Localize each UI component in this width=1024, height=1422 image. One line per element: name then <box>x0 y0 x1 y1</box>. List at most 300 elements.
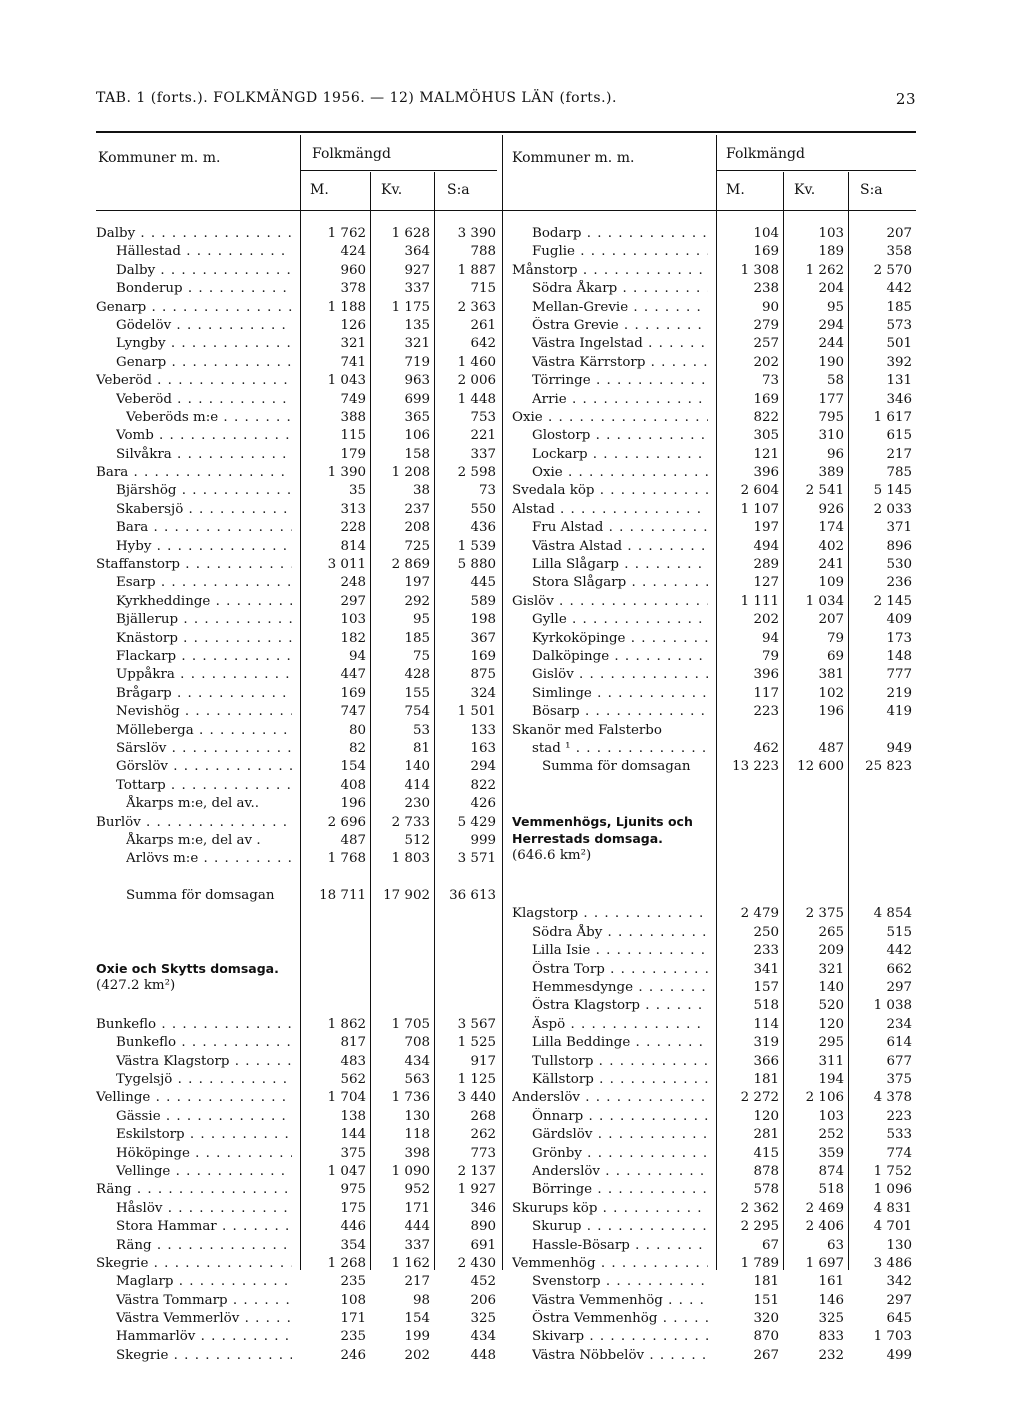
municipality-name: Knästorp . . . <box>116 630 292 648</box>
sa-value: 4 831 <box>873 1200 912 1216</box>
sa-value: 715 <box>470 281 496 297</box>
table-row <box>0 1145 1024 1163</box>
kv-value: 241 <box>818 557 844 573</box>
municipality-name: Önnarp . . . <box>532 1108 708 1126</box>
sa-value: 1 501 <box>457 704 496 720</box>
sa-value: 788 <box>470 244 496 260</box>
sa-value: 219 <box>886 685 912 701</box>
municipality-name: Södra Åkarp . . . <box>532 280 708 298</box>
kv-value: 209 <box>818 943 844 959</box>
kv-value: 232 <box>818 1347 844 1363</box>
section-heading-area: (646.6 km²) <box>512 847 592 863</box>
municipality-name: Hemmesdynge . . . <box>532 979 708 997</box>
municipality-name: Bösarp . . . <box>532 703 708 721</box>
municipality-name: Skegrie . . . <box>116 1347 292 1365</box>
municipality-name: Görslöv . . . <box>116 758 292 776</box>
municipality-name: Svedala köp . . . <box>512 482 708 500</box>
sa-value: 890 <box>470 1219 496 1235</box>
sa-value: 234 <box>886 1016 912 1032</box>
kv-value: 518 <box>818 1182 844 1198</box>
municipality-name: Dalköpinge . . . <box>532 648 708 666</box>
table-row <box>0 795 1024 813</box>
header-bottom-rule <box>96 210 916 211</box>
table-row <box>0 703 1024 721</box>
municipality-name: Oxie . . . <box>532 464 708 482</box>
kv-value: 874 <box>818 1163 844 1179</box>
municipality-name: Fru Alstad . . . <box>532 519 708 537</box>
municipality-name: Gödelöv . . . <box>116 317 292 335</box>
m-value: 82 <box>348 740 366 756</box>
kv-value: 154 <box>404 1311 430 1327</box>
municipality-name: Maglarp . . . <box>116 1273 292 1291</box>
sa-value: 206 <box>470 1292 496 1308</box>
kv-value: 1 803 <box>391 851 430 867</box>
municipality-name: Bjärshög . . . <box>116 482 292 500</box>
m-value: 1 762 <box>327 226 366 241</box>
table-row <box>0 225 1024 243</box>
sa-value: 346 <box>470 1200 496 1216</box>
sa-value: 442 <box>886 281 912 297</box>
municipality-name: Kyrkheddinge . . . <box>116 593 292 611</box>
m-value: 3 011 <box>327 557 366 573</box>
municipality-name: Bjällerup . . . <box>116 611 292 629</box>
m-value: 228 <box>340 520 366 536</box>
sa-value: 691 <box>470 1237 496 1253</box>
kv-value: 189 <box>818 244 844 260</box>
m-value: 747 <box>340 704 366 720</box>
sa-value: 2 006 <box>457 373 496 389</box>
sa-value: 173 <box>886 630 912 646</box>
table-row <box>0 280 1024 298</box>
kv-value: 140 <box>818 980 844 996</box>
municipality-name: Gärdslöv . . . <box>532 1126 708 1144</box>
municipality-name: Stora Hammar . . . <box>116 1218 292 1236</box>
sa-value: 346 <box>886 391 912 407</box>
m-value: 487 <box>340 832 366 848</box>
kv-value: 199 <box>404 1329 430 1345</box>
kv-value: 1 162 <box>391 1255 430 1271</box>
table-row <box>0 1273 1024 1291</box>
m-value: 817 <box>340 1035 366 1051</box>
sa-value: 217 <box>886 446 912 462</box>
municipality-name: Glostorp . . . <box>532 427 708 445</box>
table-row <box>0 1328 1024 1346</box>
kv-value: 1 034 <box>805 593 844 609</box>
municipality-name: Oxie . . . <box>512 409 708 427</box>
sa-value: 169 <box>470 648 496 664</box>
kv-value: 202 <box>404 1347 430 1363</box>
kv-value: 177 <box>818 391 844 407</box>
m-value: 104 <box>753 226 779 241</box>
sa-header-right: S:a <box>860 182 883 198</box>
m-value: 235 <box>340 1274 366 1290</box>
m-value: 238 <box>753 281 779 297</box>
municipality-name: Kyrkoköpinge . . . <box>532 630 708 648</box>
sa-value: 392 <box>886 354 912 370</box>
sa-value: 677 <box>886 1053 912 1069</box>
municipality-name: Vemmenhög . . . <box>512 1255 708 1273</box>
kv-value: 321 <box>404 336 430 352</box>
municipality-name: Västra Vemmenhög . . . <box>532 1292 708 1310</box>
municipality-name: Åkarps m:e, del av.. <box>126 796 260 812</box>
sa-value: 236 <box>886 575 912 591</box>
m-value: 197 <box>753 520 779 536</box>
municipality-name: Östra Klagstorp . . . <box>532 997 708 1015</box>
municipality-name: Esarp . . . <box>116 574 292 592</box>
sa-value: 550 <box>470 501 496 517</box>
municipality-name: Dalby . . . <box>96 225 292 243</box>
sa-value: 777 <box>886 667 912 683</box>
kv-value: 207 <box>818 612 844 628</box>
sa-value: 452 <box>470 1274 496 1290</box>
m-value: 151 <box>753 1292 779 1308</box>
sa-value: 5 429 <box>457 814 496 830</box>
kv-value: 204 <box>818 281 844 297</box>
page-number: 23 <box>895 90 916 108</box>
kv-value: 292 <box>404 593 430 609</box>
municipality-name: Eskilstorp . . . <box>116 1126 292 1144</box>
municipality-name: Skivarp . . . <box>532 1328 708 1346</box>
sa-value: 614 <box>886 1035 912 1051</box>
kv-value: 174 <box>818 520 844 536</box>
m-value: 2 295 <box>740 1219 779 1235</box>
kv-value: 95 <box>412 612 430 628</box>
municipality-name: Tottarp . . . <box>116 777 292 795</box>
municipality-name: Tullstorp . . . <box>532 1053 708 1071</box>
municipality-name: Lyngby . . . <box>116 335 292 353</box>
m-header-right: M. <box>726 182 745 198</box>
kv-value: 381 <box>818 667 844 683</box>
m-value: 494 <box>753 538 779 554</box>
table-row <box>0 593 1024 611</box>
sa-value: 3 440 <box>457 1090 496 1106</box>
sa-value: 2 430 <box>457 1255 496 1271</box>
m-value: 319 <box>753 1035 779 1051</box>
sa-value: 2 137 <box>457 1163 496 1179</box>
municipality-name: Bunkeflo . . . <box>116 1034 292 1052</box>
municipality-name: Östra Grevie . . . <box>532 317 708 335</box>
sa-value: 1 927 <box>457 1182 496 1198</box>
municipality-name: Uppåkra . . . <box>116 666 292 684</box>
municipality-name: Särslöv . . . <box>116 740 292 758</box>
m-value: 169 <box>753 391 779 407</box>
sa-value: 133 <box>470 722 496 738</box>
sa-value: 2 598 <box>457 465 496 481</box>
folkmangd-header-right: Folkmängd <box>726 146 805 162</box>
m-value: 223 <box>753 704 779 720</box>
sa-value: 753 <box>470 409 496 425</box>
m-value: 396 <box>753 667 779 683</box>
kv-value: 754 <box>404 704 430 720</box>
municipality-name: Mölleberga . . . <box>116 722 292 740</box>
municipality-name: Hassle-Bösarp . . . <box>532 1237 708 1255</box>
municipality-name: Lilla Beddinge . . . <box>532 1034 708 1052</box>
m-value: 1 107 <box>740 501 779 517</box>
m-value: 366 <box>753 1053 779 1069</box>
kv-value: 135 <box>404 317 430 333</box>
sa-value: 324 <box>470 685 496 701</box>
m-value: 169 <box>753 244 779 260</box>
m-value: 822 <box>753 409 779 425</box>
m-value: 1 047 <box>327 1163 366 1179</box>
sa-value: 774 <box>886 1145 912 1161</box>
m-value: 2 604 <box>740 483 779 499</box>
m-value: 1 111 <box>740 593 779 609</box>
m-value: 415 <box>753 1145 779 1161</box>
sa-value: 2 145 <box>873 593 912 609</box>
municipality-name: Staffanstorp . . . <box>96 556 292 574</box>
header-sub-rule-right <box>716 170 916 171</box>
kv-value: 520 <box>818 998 844 1014</box>
m-value: 2 696 <box>327 814 366 830</box>
sa-value: 4 378 <box>873 1090 912 1106</box>
kv-value: 398 <box>404 1145 430 1161</box>
table-row <box>0 1237 1024 1255</box>
m-value: 1 704 <box>327 1090 366 1106</box>
municipality-name: Arrie . . . <box>532 391 708 409</box>
municipality-name: Månstorp . . . <box>512 262 708 280</box>
kv-value: 95 <box>826 299 844 315</box>
m-value: 246 <box>340 1347 366 1363</box>
m-value: 562 <box>340 1071 366 1087</box>
m-value: 446 <box>340 1219 366 1235</box>
kv-value: 103 <box>818 226 844 241</box>
municipality-name: Västra Tommarp . . . <box>116 1292 292 1310</box>
municipality-name: Vellinge . . . <box>96 1089 292 1107</box>
kv-value: 237 <box>404 501 430 517</box>
sa-value: 3 390 <box>457 226 496 241</box>
kv-value: 699 <box>404 391 430 407</box>
sa-value: 148 <box>886 648 912 664</box>
municipality-name: Arlövs m:e . . . <box>126 850 292 868</box>
table-row <box>0 464 1024 482</box>
sa-value: 3 571 <box>457 851 496 867</box>
m-value: 94 <box>348 648 366 664</box>
sa-value: 442 <box>886 943 912 959</box>
page-title: TAB. 1 (forts.). FOLKMÄNGD 1956. — 12) MALMÖHUS LÄN (forts.). <box>96 90 617 106</box>
m-value: 157 <box>753 980 779 996</box>
sa-value: 445 <box>470 575 496 591</box>
municipality-name: Tygelsjö . . . <box>116 1071 292 1089</box>
section-heading-title: Oxie och Skytts domsaga. <box>96 960 279 976</box>
sa-value: 409 <box>886 612 912 628</box>
m-value: 388 <box>340 409 366 425</box>
m-value: 749 <box>340 391 366 407</box>
kv-value: 265 <box>818 924 844 940</box>
kv-value: 109 <box>818 575 844 591</box>
kv-value: 708 <box>404 1035 430 1051</box>
kv-value: 295 <box>818 1035 844 1051</box>
table-row <box>0 869 1024 887</box>
kv-value: 365 <box>404 409 430 425</box>
sa-value: 297 <box>886 980 912 996</box>
sa-value: 1 448 <box>457 391 496 407</box>
m-value: 179 <box>340 446 366 462</box>
kv-header-right: Kv. <box>794 182 816 198</box>
kv-value: 310 <box>818 428 844 444</box>
municipality-name: Gylle . . . <box>532 611 708 629</box>
kv-value: 444 <box>404 1219 430 1235</box>
table-row <box>0 1163 1024 1181</box>
kv-value: 337 <box>404 1237 430 1253</box>
m-value: 233 <box>753 943 779 959</box>
sa-value: 325 <box>470 1311 496 1327</box>
m-value: 960 <box>340 262 366 278</box>
table-row <box>0 1200 1024 1218</box>
table-row <box>0 905 1024 923</box>
table-row <box>0 335 1024 353</box>
table-row <box>0 519 1024 537</box>
municipality-name: Summa för domsagan <box>126 888 275 904</box>
kv-value: 146 <box>818 1292 844 1308</box>
table-row <box>0 887 1024 905</box>
m-value: 171 <box>340 1311 366 1327</box>
table-row <box>0 630 1024 648</box>
kv-value: 389 <box>818 465 844 481</box>
m-value: 120 <box>753 1108 779 1124</box>
kv-value: 155 <box>404 685 430 701</box>
municipality-name: Östra Torp . . . <box>532 961 708 979</box>
kv-value: 63 <box>826 1237 844 1253</box>
municipality-name: Gislöv . . . <box>512 593 708 611</box>
sa-value: 949 <box>886 740 912 756</box>
kv-value: 434 <box>404 1053 430 1069</box>
municipality-name: Börringe . . . <box>532 1181 708 1199</box>
kv-value: 171 <box>404 1200 430 1216</box>
section-heading-area: (427.2 km²) <box>96 977 176 993</box>
sa-value: 875 <box>470 667 496 683</box>
kv-value: 725 <box>404 538 430 554</box>
sa-value: 297 <box>886 1292 912 1308</box>
kv-value: 2 733 <box>391 814 430 830</box>
table-row <box>0 722 1024 740</box>
municipality-name: Burlöv . . . <box>96 814 292 832</box>
table-row <box>0 556 1024 574</box>
m-value: 181 <box>753 1274 779 1290</box>
sa-value: 642 <box>470 336 496 352</box>
kv-value: 58 <box>826 373 844 389</box>
sa-value: 5 880 <box>457 557 496 573</box>
kv-value: 402 <box>818 538 844 554</box>
sa-value: 3 567 <box>457 1016 496 1032</box>
municipality-name: Räng . . . <box>96 1181 292 1199</box>
sa-value: 573 <box>886 317 912 333</box>
kv-value: 244 <box>818 336 844 352</box>
m-value: 181 <box>753 1071 779 1087</box>
m-value: 354 <box>340 1237 366 1253</box>
kv-value: 337 <box>404 281 430 297</box>
kv-value: 69 <box>826 648 844 664</box>
sa-value: 261 <box>470 317 496 333</box>
sa-value: 1 525 <box>457 1035 496 1051</box>
table-row <box>0 538 1024 556</box>
kv-value: 1 175 <box>391 299 430 315</box>
sa-value: 999 <box>470 832 496 848</box>
municipality-name: Västra Kärrstorp . . . <box>532 354 708 372</box>
m-value: 79 <box>761 648 779 664</box>
kv-value: 952 <box>404 1182 430 1198</box>
sa-value: 1 539 <box>457 538 496 554</box>
municipality-name: Äspö . . . <box>532 1016 708 1034</box>
sa-value: 434 <box>470 1329 496 1345</box>
m-value: 257 <box>753 336 779 352</box>
table-row <box>0 1034 1024 1052</box>
municipality-name: Hyby . . . <box>116 538 292 556</box>
m-value: 518 <box>753 998 779 1014</box>
sa-value: 1 096 <box>873 1182 912 1198</box>
kv-value: 185 <box>404 630 430 646</box>
m-value: 2 362 <box>740 1200 779 1216</box>
sa-value: 131 <box>886 373 912 389</box>
table-row <box>0 997 1024 1015</box>
municipality-name: Genarp . . . <box>116 354 292 372</box>
table-row <box>0 262 1024 280</box>
kv-value: 1 262 <box>805 262 844 278</box>
table-row <box>0 317 1024 335</box>
m-value: 1 390 <box>327 465 366 481</box>
sa-value: 3 486 <box>873 1255 912 1271</box>
table-row <box>0 1108 1024 1126</box>
table-row <box>0 814 1024 869</box>
m-value: 447 <box>340 667 366 683</box>
sa-value: 36 613 <box>449 888 496 904</box>
sa-value: 785 <box>886 465 912 481</box>
municipality-name: Håslöv . . . <box>116 1200 292 1218</box>
table-row <box>0 648 1024 666</box>
sa-value: 1 703 <box>873 1329 912 1345</box>
kv-value: 2 869 <box>391 557 430 573</box>
municipality-name: Nevishög . . . <box>116 703 292 721</box>
m-value: 103 <box>340 612 366 628</box>
municipality-name: Alstad . . . <box>512 501 708 519</box>
m-value: 341 <box>753 961 779 977</box>
right-table-body <box>0 225 1024 1365</box>
municipality-name: Törringe . . . <box>532 372 708 390</box>
sa-value: 515 <box>886 924 912 940</box>
table-row <box>0 574 1024 592</box>
municipality-name: Anderslöv . . . <box>512 1089 708 1107</box>
sa-value: 917 <box>470 1053 496 1069</box>
table-row <box>0 1218 1024 1236</box>
kv-value: 106 <box>404 428 430 444</box>
sa-value: 268 <box>470 1108 496 1124</box>
kv-value: 1 090 <box>391 1163 430 1179</box>
folkmangd-header-left: Folkmängd <box>312 146 391 162</box>
sa-value: 163 <box>470 740 496 756</box>
sa-value: 1 752 <box>873 1163 912 1179</box>
sa-value: 223 <box>886 1108 912 1124</box>
m-value: 1 789 <box>740 1255 779 1271</box>
municipality-name: Bara . . . <box>96 464 292 482</box>
sa-value: 499 <box>886 1347 912 1363</box>
kv-value: 38 <box>412 483 430 499</box>
municipality-name: Hällestad . . . <box>116 243 292 261</box>
municipality-name: Källstorp . . . <box>532 1071 708 1089</box>
m-value: 121 <box>753 446 779 462</box>
m-value: 1 043 <box>327 373 366 389</box>
kv-value: 118 <box>404 1127 430 1143</box>
kv-value: 325 <box>818 1311 844 1327</box>
m-value: 13 223 <box>732 759 779 775</box>
m-value: 108 <box>340 1292 366 1308</box>
table-row <box>0 391 1024 409</box>
municipality-name: Lilla Slågarp . . . <box>532 556 708 574</box>
sa-value: 1 887 <box>457 262 496 278</box>
municipality-name: Södra Åby . . . <box>532 924 708 942</box>
municipality-name: Fuglie . . . <box>532 243 708 261</box>
kv-value: 194 <box>818 1071 844 1087</box>
sa-value: 375 <box>886 1071 912 1087</box>
